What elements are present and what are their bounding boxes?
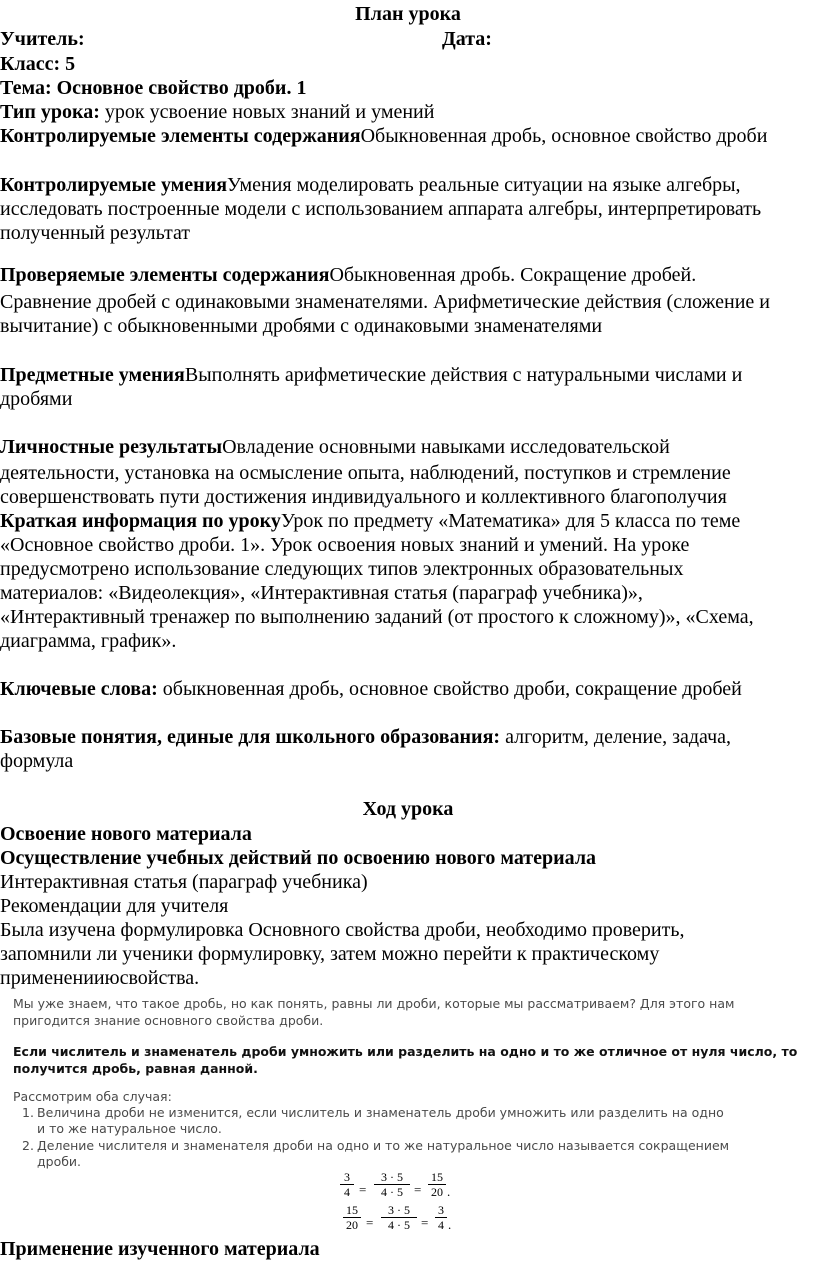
basic-concepts-label: Базовые понятия, единые для школьного образования: (0, 726, 501, 748)
basic-concepts-line: формула (0, 750, 74, 772)
case-line: Деление числителя и знаменателя дроби на одно и то же натуральное число называется сокращением (37, 1138, 730, 1153)
personal-results-line: Овладение основными навыками исследовательской (222, 436, 670, 458)
article-line: Интерактивная статья (параграф учебника) (0, 871, 368, 893)
excerpt-intro-line: Мы уже знаем, что такое дробь, но как понять, равны ли дроби, которые мы рассматриваем? Для этого нам (13, 996, 735, 1011)
lesson-subheading: Освоение нового материала (0, 823, 252, 845)
personal-results-label: Личностные результаты (0, 436, 223, 458)
case-line: Величина дроби не изменится, если числитель и знаменатель дроби умножить или разделить на одно (37, 1105, 724, 1120)
controlled-skills (0, 173, 741, 198)
keywords-text: обыкновенная дробь, основное свойство дроби, сокращение дробей (157, 678, 742, 700)
brief-info-line: «Интерактивный тренажер по выполнению заданий (от простого к сложному)», «Схема, (0, 606, 754, 628)
checked-elements-line: Сравнение дробей с одинаковыми знаменателями. Арифметические действия (сложение и (0, 291, 770, 313)
fraction: $\frac{15}{20}$ (428, 1171, 446, 1198)
checked-elements-label: Проверяемые элементы содержания (0, 264, 330, 286)
controlled-skills-line: исследовать построенные модели с использованием аппарата алгебры, интерпретировать (0, 198, 762, 220)
teacher-label: Учитель: (0, 28, 85, 50)
brief-info-line: предусмотрено использование следующих типов электронных образовательных (0, 558, 684, 580)
checked-elements-line: вычитание) с обыкновенными дробями с одинаковыми знаменателями (0, 315, 603, 337)
personal-results (0, 435, 670, 460)
personal-results-line: совершенствовать пути достижения индивидуального и коллективного благополучия (0, 486, 727, 508)
equals-sign: = (366, 1215, 374, 1230)
brief-info-line: Урок по предмету «Математика» для 5 класса по теме (280, 510, 741, 532)
fraction: $\frac{3}{4}$ (340, 1171, 354, 1198)
brief-info-line: диаграмма, график». (0, 630, 177, 652)
checked-elements-line: Обыкновенная дробь. Сокращение дробей. (329, 264, 697, 286)
excerpt-rule-line: получится дробь, равная данной. (13, 1061, 258, 1076)
controlled-elements (0, 124, 767, 149)
basic-concepts-line: алгоритм, деление, задача, (500, 726, 732, 748)
subject-skills-line: Выполнять арифметические действия с натуральными числами и (184, 364, 743, 386)
case-number: 1. (22, 1105, 34, 1120)
equals-sign: = (359, 1182, 367, 1197)
keywords (0, 677, 742, 702)
subject-skills (0, 363, 742, 388)
basic-concepts (0, 725, 731, 750)
excerpt-intro-line: пригодится знание основного свойства дроби. (13, 1013, 324, 1028)
lesson-type (0, 100, 434, 125)
recommendations-heading: Рекомендации для учителя (0, 895, 229, 917)
brief-info (0, 509, 740, 534)
controlled-elements-text: Обыкновенная дробь, основное свойство дроби (360, 125, 768, 147)
fraction: $\frac{15}{20}$ (343, 1204, 361, 1231)
page-title: План урока (355, 3, 461, 25)
fraction: $\frac{3 \cdot 5}{4 \cdot 5}$ (381, 1204, 417, 1231)
fraction: $\frac{3}{4}$ (435, 1204, 447, 1231)
controlled-skills-label: Контролируемые умения (0, 174, 228, 196)
class-line: Класс: 5 (0, 53, 76, 75)
lesson-subheading: Осуществление учебных действий по освоению нового материала (0, 847, 597, 869)
keywords-label: Ключевые слова: (0, 678, 158, 700)
lesson-title: Ход урока (362, 798, 454, 820)
controlled-elements-label: Контролируемые элементы содержания (0, 125, 361, 147)
recommendation-line: запомнили ли ученики формулировку, затем можно перейти к практическому (0, 943, 660, 965)
subject-skills-line: дробями (0, 388, 73, 410)
case-number: 2. (22, 1138, 34, 1153)
controlled-skills-line: полученный результат (0, 222, 191, 244)
recommendation-line: примененииюсвойства. (0, 967, 200, 989)
lesson-type-value: урок усвоение новых знаний и умений (99, 101, 435, 123)
equals-sign: = (421, 1215, 429, 1230)
brief-info-line: материалов: «Видеолекция», «Интерактивная статья (параграф учебника)», (0, 582, 643, 604)
personal-results-line: деятельности, установка на осмысление опыта, наблюдений, поступков и стремление (0, 462, 731, 484)
controlled-skills-line: Умения моделировать реальные ситуации на языке алгебры, (227, 174, 741, 196)
fraction: $\frac{3 \cdot 5}{4 \cdot 5}$ (374, 1171, 410, 1198)
excerpt-cases-title: Рассмотрим оба случая: (13, 1089, 172, 1104)
checked-elements (0, 263, 696, 288)
excerpt-rule-line: Если числитель и знаменатель дроби умножить или разделить на одно и то же отличное от нуля число, то (13, 1044, 798, 1059)
period: . (447, 1184, 451, 1199)
case-line: дроби. (37, 1154, 82, 1169)
date-label: Дата: (442, 28, 492, 50)
case-line: и то же натуральное число. (37, 1121, 222, 1136)
brief-info-line: «Основное свойство дроби. 1». Урок освоения новых знаний и умений. На уроке (0, 534, 690, 556)
apply-heading: Применение изученного материала (0, 1238, 320, 1260)
recommendation-line: Была изучена формулировка Основного свойства дроби, необходимо проверить, (0, 919, 685, 941)
topic-line: Тема: Основное свойство дроби. 1 (0, 77, 307, 99)
lesson-type-label: Тип урока: (0, 101, 100, 123)
brief-info-label: Краткая информация по уроку (0, 510, 281, 532)
period: . (448, 1217, 452, 1232)
subject-skills-label: Предметные умения (0, 364, 185, 386)
equals-sign: = (414, 1182, 422, 1197)
